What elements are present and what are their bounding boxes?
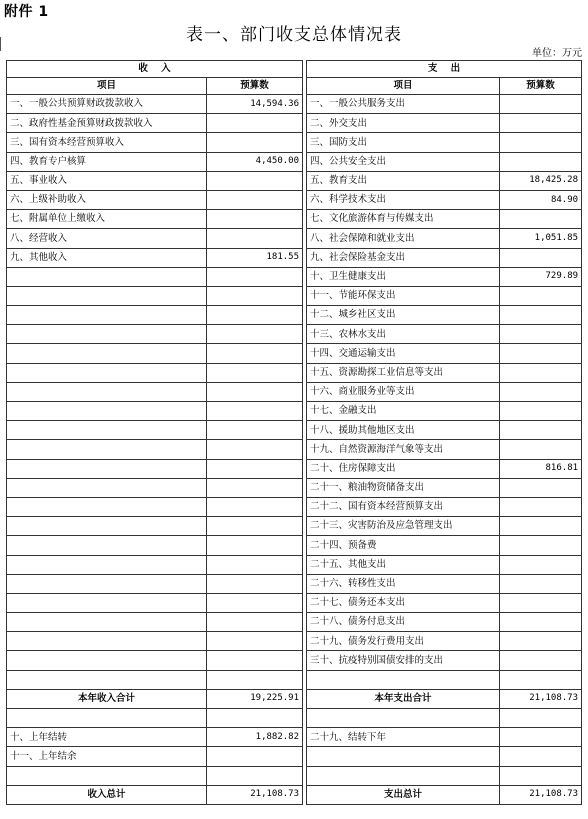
expense-item-cell: 本年支出合计 [307, 689, 500, 708]
expense-item-cell: 二十四、预备费 [307, 536, 500, 555]
expense-item-cell: 六、科学技术支出 [307, 190, 500, 209]
income-item-cell: 一、一般公共预算财政拨款收入 [7, 95, 207, 114]
expense-item-cell: 十八、援助其他地区支出 [307, 421, 500, 440]
income-value-cell [207, 325, 303, 344]
table-row [7, 478, 582, 497]
expense-item-cell: 二十二、国有资本经营预算支出 [307, 497, 500, 516]
expense-item-cell: 二十九、债务发行费用支出 [307, 632, 500, 651]
expense-value-cell [500, 555, 582, 574]
expense-value-cell [500, 632, 582, 651]
table-row [7, 402, 582, 421]
expense-value-cell [500, 478, 582, 497]
expense-item-header: 项目 [307, 78, 500, 95]
income-value-cell [207, 536, 303, 555]
expense-value-cell [500, 210, 582, 229]
attachment-label: 附件 1 [4, 4, 49, 20]
income-value-cell [207, 497, 303, 516]
income-item-cell [7, 651, 207, 670]
expense-value-cell [500, 728, 582, 747]
subtotal-row [7, 689, 582, 708]
expense-item-cell [307, 766, 500, 785]
spacer-row [7, 709, 582, 728]
expense-item-cell: 一、一般公共服务支出 [307, 95, 500, 114]
expense-item-cell: 十二、城乡社区支出 [307, 306, 500, 325]
table-row [7, 517, 582, 536]
income-value-cell [207, 574, 303, 593]
table-row [7, 555, 582, 574]
income-item-cell: 五、事业收入 [7, 171, 207, 190]
income-value-cell [207, 766, 303, 785]
carry-row [7, 747, 582, 766]
income-item-cell [7, 632, 207, 651]
income-value-cell [207, 421, 303, 440]
income-value-cell [207, 613, 303, 632]
expense-item-cell: 九、社会保险基金支出 [307, 248, 500, 267]
spacer-row [7, 766, 582, 785]
income-value-cell [207, 114, 303, 133]
income-item-cell [7, 517, 207, 536]
table-title: 表一、部门收支总体情况表 [186, 25, 402, 45]
expense-value-cell [500, 747, 582, 766]
income-value-cell [207, 709, 303, 728]
table-row [7, 440, 582, 459]
income-item-cell: 收入总计 [7, 785, 207, 804]
expense-item-cell: 八、社会保障和就业支出 [307, 229, 500, 248]
table-row [7, 497, 582, 516]
income-value-cell: 14,594.36 [207, 95, 303, 114]
income-value-cell: 1,882.82 [207, 728, 303, 747]
expense-value-cell [500, 709, 582, 728]
expense-item-cell [307, 747, 500, 766]
income-value-cell [207, 286, 303, 305]
income-value-cell [207, 363, 303, 382]
expense-item-cell: 二、外交支出 [307, 114, 500, 133]
income-item-cell [7, 421, 207, 440]
expense-item-cell: 三、国防支出 [307, 133, 500, 152]
table-row [7, 574, 582, 593]
table-row [7, 613, 582, 632]
income-value-cell [207, 171, 303, 190]
income-item-cell [7, 613, 207, 632]
income-item-cell: 七、附属单位上缴收入 [7, 210, 207, 229]
expense-item-cell: 二十一、粮油物资储备支出 [307, 478, 500, 497]
income-item-cell: 十一、上年结余 [7, 747, 207, 766]
income-item-cell [7, 344, 207, 363]
expense-value-cell: 1,051.85 [500, 229, 582, 248]
income-value-cell [207, 747, 303, 766]
expense-value-cell [500, 152, 582, 171]
expense-item-cell: 二十七、债务还本支出 [307, 593, 500, 612]
expense-item-cell: 十、卫生健康支出 [307, 267, 500, 286]
income-group-header: 收 入 [7, 61, 303, 78]
table-row [7, 133, 582, 152]
expense-item-cell: 十四、交通运输支出 [307, 344, 500, 363]
income-value-cell [207, 344, 303, 363]
table-row [7, 363, 582, 382]
expense-item-cell: 七、文化旅游体育与传媒支出 [307, 210, 500, 229]
income-item-cell [7, 306, 207, 325]
income-item-cell [7, 402, 207, 421]
expense-value-cell: 21,108.73 [500, 785, 582, 804]
expense-item-cell: 二十九、结转下年 [307, 728, 500, 747]
income-item-cell [7, 766, 207, 785]
income-value-cell: 19,225.91 [207, 689, 303, 708]
income-item-cell: 三、国有资本经营预算收入 [7, 133, 207, 152]
expense-item-cell: 十一、节能环保支出 [307, 286, 500, 305]
table-row [7, 306, 582, 325]
income-item-cell: 本年收入合计 [7, 689, 207, 708]
expense-item-cell: 二十五、其他支出 [307, 555, 500, 574]
table-row [7, 632, 582, 651]
table-row [7, 344, 582, 363]
income-value-cell [207, 210, 303, 229]
income-item-cell [7, 709, 207, 728]
expense-value-cell: 816.81 [500, 459, 582, 478]
expense-value-cell [500, 95, 582, 114]
expense-value-cell [500, 574, 582, 593]
expense-value-cell [500, 670, 582, 689]
expense-item-cell: 十九、自然资源海洋气象等支出 [307, 440, 500, 459]
carry-row [7, 728, 582, 747]
expense-budget-header: 预算数 [500, 78, 582, 95]
income-value-cell: 21,108.73 [207, 785, 303, 804]
expense-value-cell [500, 248, 582, 267]
expense-value-cell [500, 766, 582, 785]
income-value-cell [207, 229, 303, 248]
expense-value-cell [500, 536, 582, 555]
expense-item-cell: 五、教育支出 [307, 171, 500, 190]
income-value-cell [207, 632, 303, 651]
table-row [7, 286, 582, 305]
income-item-cell: 十、上年结转 [7, 728, 207, 747]
table-row [7, 651, 582, 670]
expense-item-cell [307, 670, 500, 689]
expense-value-cell [500, 363, 582, 382]
expense-value-cell [500, 402, 582, 421]
income-item-cell: 六、上级补助收入 [7, 190, 207, 209]
expense-value-cell [500, 517, 582, 536]
table-row [7, 325, 582, 344]
budget-table [6, 60, 582, 805]
expense-value-cell [500, 613, 582, 632]
income-value-cell [207, 190, 303, 209]
income-item-cell: 九、其他收入 [7, 248, 207, 267]
table-row [7, 536, 582, 555]
table-row [7, 114, 582, 133]
table-row [7, 171, 582, 190]
expense-item-cell: 十六、商业服务业等支出 [307, 382, 500, 401]
expense-item-cell: 十五、资源勘探工业信息等支出 [307, 363, 500, 382]
income-item-cell [7, 593, 207, 612]
expense-value-cell [500, 114, 582, 133]
income-item-cell [7, 382, 207, 401]
income-item-cell [7, 363, 207, 382]
income-item-cell: 四、教育专户核算 [7, 152, 207, 171]
income-item-cell [7, 555, 207, 574]
expense-value-cell [500, 306, 582, 325]
income-item-cell [7, 325, 207, 344]
table-body [7, 95, 582, 805]
income-item-header: 项目 [7, 78, 207, 95]
income-item-cell [7, 536, 207, 555]
expense-value-cell [500, 651, 582, 670]
expense-value-cell [500, 382, 582, 401]
income-value-cell [207, 306, 303, 325]
expense-item-cell: 十七、金融支出 [307, 402, 500, 421]
income-budget-header: 预算数 [207, 78, 303, 95]
income-value-cell [207, 459, 303, 478]
income-item-cell: 二、政府性基金预算财政拨款收入 [7, 114, 207, 133]
income-item-cell [7, 440, 207, 459]
income-value-cell: 4,450.00 [207, 152, 303, 171]
table-row [7, 267, 582, 286]
table-row [7, 459, 582, 478]
table-row [7, 190, 582, 209]
expense-item-cell: 四、公共安全支出 [307, 152, 500, 171]
income-item-cell [7, 459, 207, 478]
expense-value-cell: 18,425.28 [500, 171, 582, 190]
expense-value-cell [500, 344, 582, 363]
income-value-cell [207, 402, 303, 421]
expense-item-cell: 二十、住房保障支出 [307, 459, 500, 478]
income-item-cell [7, 286, 207, 305]
table-row [7, 152, 582, 171]
table-row [7, 593, 582, 612]
total-row [7, 785, 582, 804]
income-value-cell [207, 593, 303, 612]
income-value-cell [207, 382, 303, 401]
expense-item-cell: 十三、农林水支出 [307, 325, 500, 344]
unit-label: 单位：万元 [532, 48, 582, 59]
expense-group-header: 支 出 [307, 61, 582, 78]
income-value-cell [207, 555, 303, 574]
income-value-cell [207, 440, 303, 459]
income-value-cell [207, 133, 303, 152]
expense-value-cell [500, 325, 582, 344]
expense-item-cell: 二十六、转移性支出 [307, 574, 500, 593]
income-item-cell [7, 497, 207, 516]
income-item-cell [7, 574, 207, 593]
expense-item-cell: 三十、抗疫特别国债安排的支出 [307, 651, 500, 670]
expense-item-cell: 二十八、债务付息支出 [307, 613, 500, 632]
income-item-cell [7, 267, 207, 286]
income-item-cell [7, 670, 207, 689]
expense-value-cell: 21,108.73 [500, 689, 582, 708]
expense-item-cell: 二十三、灾害防治及应急管理支出 [307, 517, 500, 536]
expense-value-cell [500, 593, 582, 612]
expense-value-cell [500, 133, 582, 152]
spacer-row [7, 670, 582, 689]
expense-value-cell [500, 421, 582, 440]
income-item-cell [7, 478, 207, 497]
table-row [7, 229, 582, 248]
expense-value-cell [500, 440, 582, 459]
expense-value-cell [500, 497, 582, 516]
income-value-cell [207, 478, 303, 497]
expense-value-cell: 84.90 [500, 190, 582, 209]
table-row [7, 421, 582, 440]
expense-item-cell: 支出总计 [307, 785, 500, 804]
table-row [7, 210, 582, 229]
expense-value-cell [500, 286, 582, 305]
income-value-cell [207, 267, 303, 286]
income-value-cell [207, 651, 303, 670]
table-row [7, 248, 582, 267]
table-row [7, 95, 582, 114]
expense-value-cell: 729.89 [500, 267, 582, 286]
income-value-cell: 181.55 [207, 248, 303, 267]
table-row [7, 382, 582, 401]
income-value-cell [207, 670, 303, 689]
income-value-cell [207, 517, 303, 536]
income-item-cell: 八、经营收入 [7, 229, 207, 248]
expense-item-cell [307, 709, 500, 728]
